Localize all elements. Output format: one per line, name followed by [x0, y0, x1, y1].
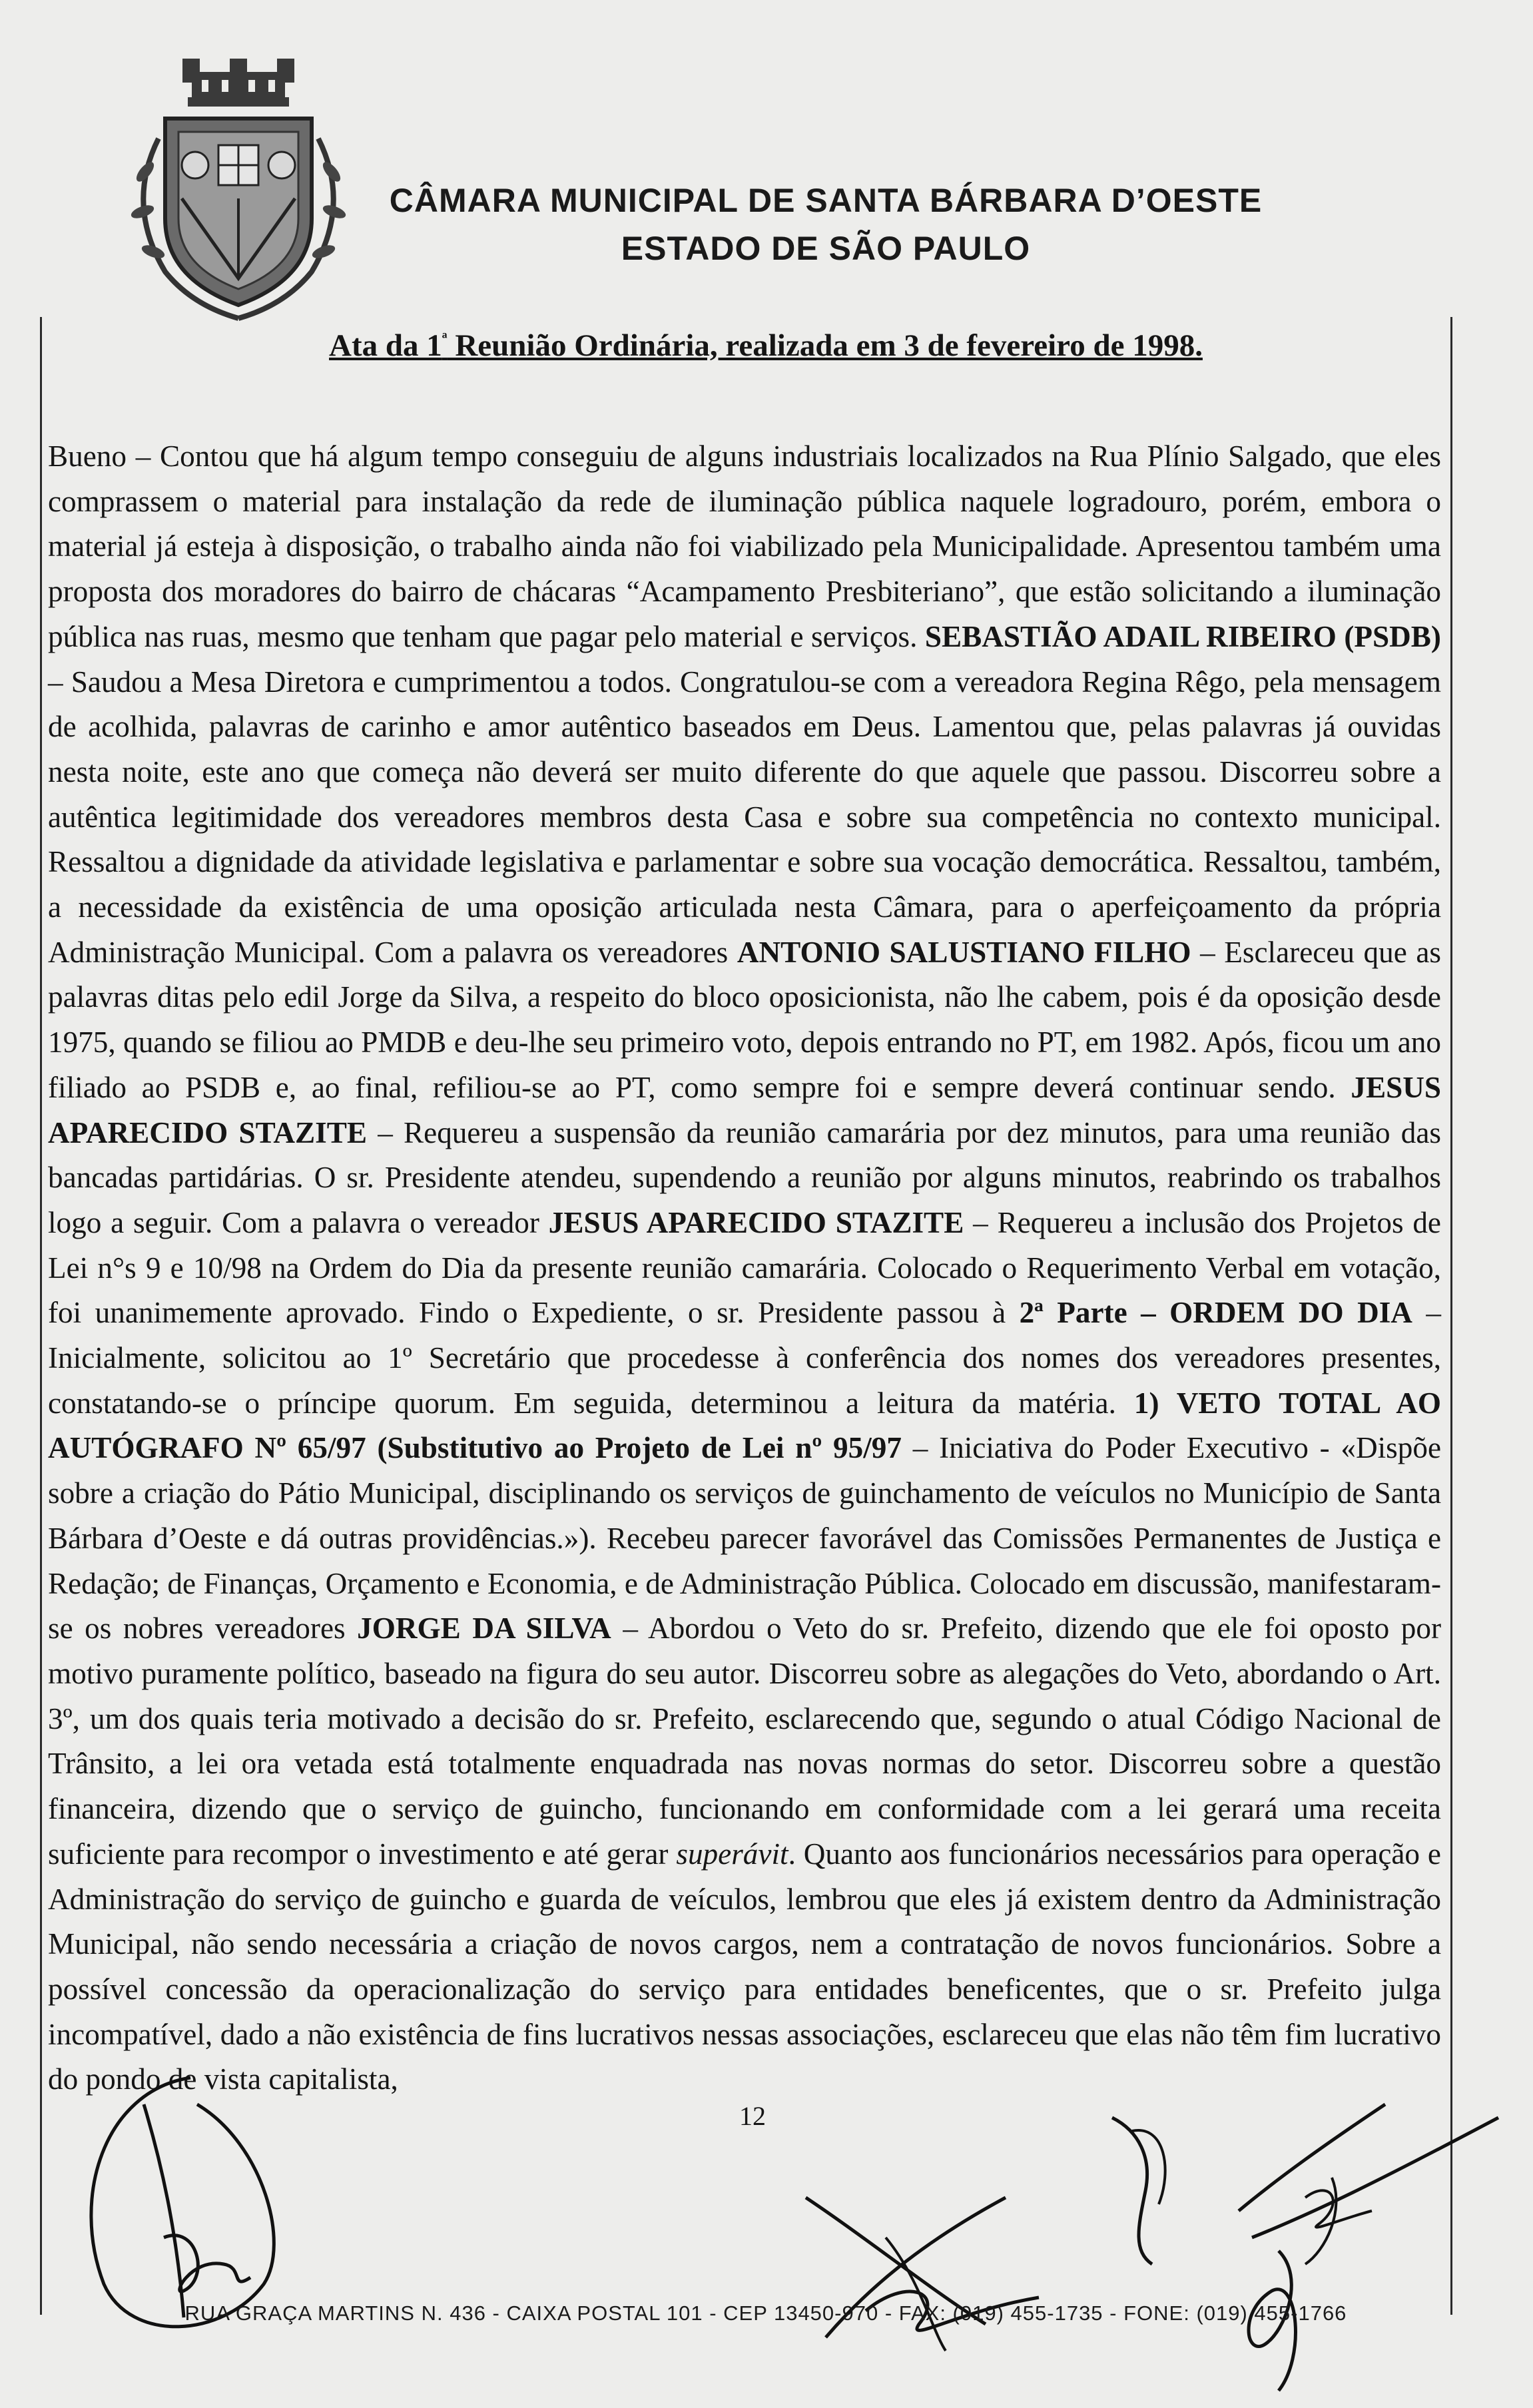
title-prefix: Ata da 1: [329, 328, 442, 363]
body-text: – Iniciativa do Poder Executivo - «Dispõe sobre a criação do Pátio Municipal, disciplinando os serviços de guinchamento de veículos no Município de Santa Bárbara d’Oeste e dá outras providências.»). Recebeu parecer favorável das Comissões Permanentes de Justiça e Redação; de Finanças, Orçamento e Economia, e de Administração Pública. Colocado em discussão, manifestaram-se os nobres vereadores: [48, 1431, 1442, 1646]
page-number: 12: [739, 2101, 766, 2131]
body-text: – Esclareceu que as palavras ditas pelo edil Jorge da Silva, a respeito do bloco oposicionista, não lhe cabem, pois é da oposição desde 1975, quando se filiou ao PMDB e deu-lhe seu primeiro voto, depois entrando no PT, em 1982. Após, ficou um ano filiado ao PSDB e, ao final, refiliou-se ao PT, como sempre foi e sempre deverá continuar sendo.: [48, 935, 1441, 1104]
agenda-item-heading: 1) VETO TOTAL AO AUTÓGRAFO Nº 65/97 (Substitutivo ao Projeto de Lei nº 95/97: [48, 1386, 1441, 1465]
body-text: – Requereu a suspensão da reunião camarária por dez minutos, para uma reunião das bancadas partidárias. O sr. Presidente atendeu, supendendo a reunião por alguns minutos, reabrindo os trabalhos logo a seguir. Com a palavra o vereador: [48, 1115, 1442, 1239]
institution-state: ESTADO DE SÃO PAULO: [621, 230, 1031, 267]
speaker-name: SEBASTIÃO ADAIL RIBEIRO (PSDB): [924, 619, 1441, 653]
signature-icon: [1105, 2078, 1505, 2397]
title-suffix: Reunião Ordinária, realizada em 3 de fevereiro de 1998.: [447, 328, 1203, 363]
speaker-name: JESUS APARECIDO STAZITE: [48, 1070, 1441, 1149]
italic-term: superávit: [676, 1837, 788, 1871]
body-text: – Abordou o Veto do sr. Prefeito, dizendo que ele foi oposto por motivo puramente político, baseado na figura do seu autor. Discorreu sobre as alegações do Veto, abordando o Art. 3º, um dos quais teria motivado a decisão do sr. Prefeito, esclarecendo que, segundo o atual Código Nacional de Trânsito, a lei ora vetada está totalmente enquadrada nas novas normas do setor. Discorreu sobre a questão financeira, dizendo que o serviço de guincho, funcionando em conformidade com a lei gerará uma receita suficiente para recompor o investimento e até gerar: [48, 1612, 1441, 1871]
body-text: – Inicialmente, solicitou ao 1º Secretário que procedesse à conferência dos nomes dos vereadores presentes, constatando-se o príncipe quorum. Em seguida, determinou a leitura da matéria.: [48, 1296, 1441, 1420]
minutes-title: [40, 328, 1492, 364]
footer-address: RUA GRAÇA MARTINS N. 436 - CAIXA POSTAL 101 - CEP 13450-970 - FAX: (019) 455-1735 - FONE: (019) 455-1766: [184, 2301, 1347, 2325]
left-margin-line: [40, 317, 42, 2315]
body-text: – Requereu a inclusão dos Projetos de Lei n°s 9 e 10/98 na Ordem do Dia da presente reunião camarária. Colocado o Requerimento Verbal em votação, foi unanimemente aprovado. Findo o Expediente, o sr. Presidente passou à: [48, 1205, 1441, 1330]
signature-icon: [786, 2158, 1066, 2357]
speaker-name: JORGE DA SILVA: [357, 1612, 611, 1646]
body-text: Bueno – Contou que há algum tempo conseguiu de alguns industriais localizados na Rua Plínio Salgado, que eles comprassem o material para instalação da rede de iluminação pública naquele logradouro, porém, embora o material já esteja à disposição, o trabalho ainda não foi viabilizado pela Municipalidade. Apresentou também uma proposta dos moradores do bairro de chácaras “Acampamento Presbiteriano”, que estão solicitando a iluminação pública nas ruas, mesmo que tenham que pagar pelo material e serviços.: [48, 440, 1441, 653]
title-ordinal: ª: [442, 329, 448, 349]
institution-name: CÂMARA MUNICIPAL DE SANTA BÁRBARA D’OESTE: [389, 182, 1263, 219]
minutes-body: [48, 434, 1441, 2102]
speaker-name: ANTONIO SALUSTIANO FILHO: [737, 935, 1191, 969]
section-heading: 2ª Parte – ORDEM DO DIA: [1019, 1296, 1412, 1330]
speaker-name: JESUS APARECIDO STAZITE: [548, 1205, 964, 1239]
coat-of-arms-icon: [119, 59, 358, 325]
body-text: . Quanto aos funcionários necessários para operação e Administração do serviço de guincho e guarda de veículos, lembrou que eles já existem dentro da Administração Municipal, não sendo necessária a criação de novos cargos, nem a contratação de novos funcionários. Sobre a possível concessão da operacionalização do serviço para entidades beneficentes, que o sr. Prefeito julga incompatível, dado a não existência de fins lucrativos nessas associações, esclareceu que elas não têm fim lucrativo do pondo de vista capitalista,: [48, 1837, 1441, 2096]
right-margin-line: [1450, 317, 1452, 2315]
body-text: – Saudou a Mesa Diretora e cumprimentou a todos. Congratulou-se com a vereadora Regina Rêgo, pela mensagem de acolhida, palavras de carinho e amor autêntico baseados em Deus. Lamentou que, pelas palavras já ouvidas nesta noite, este ano que começa não deverá ser muito diferente do que aquele que passou. Discorreu sobre a autêntica legitimidade dos vereadores membros desta Casa e sobre sua competência no contexto municipal. Ressaltou a dignidade da atividade legislativa e parlamentar e sobre sua vocação democrática. Ressaltou, também, a necessidade da existência de uma oposição articulada nesta Câmara, para o aperfeiçoamento da própria Administração Municipal. Com a palavra os vereadores: [48, 665, 1441, 969]
